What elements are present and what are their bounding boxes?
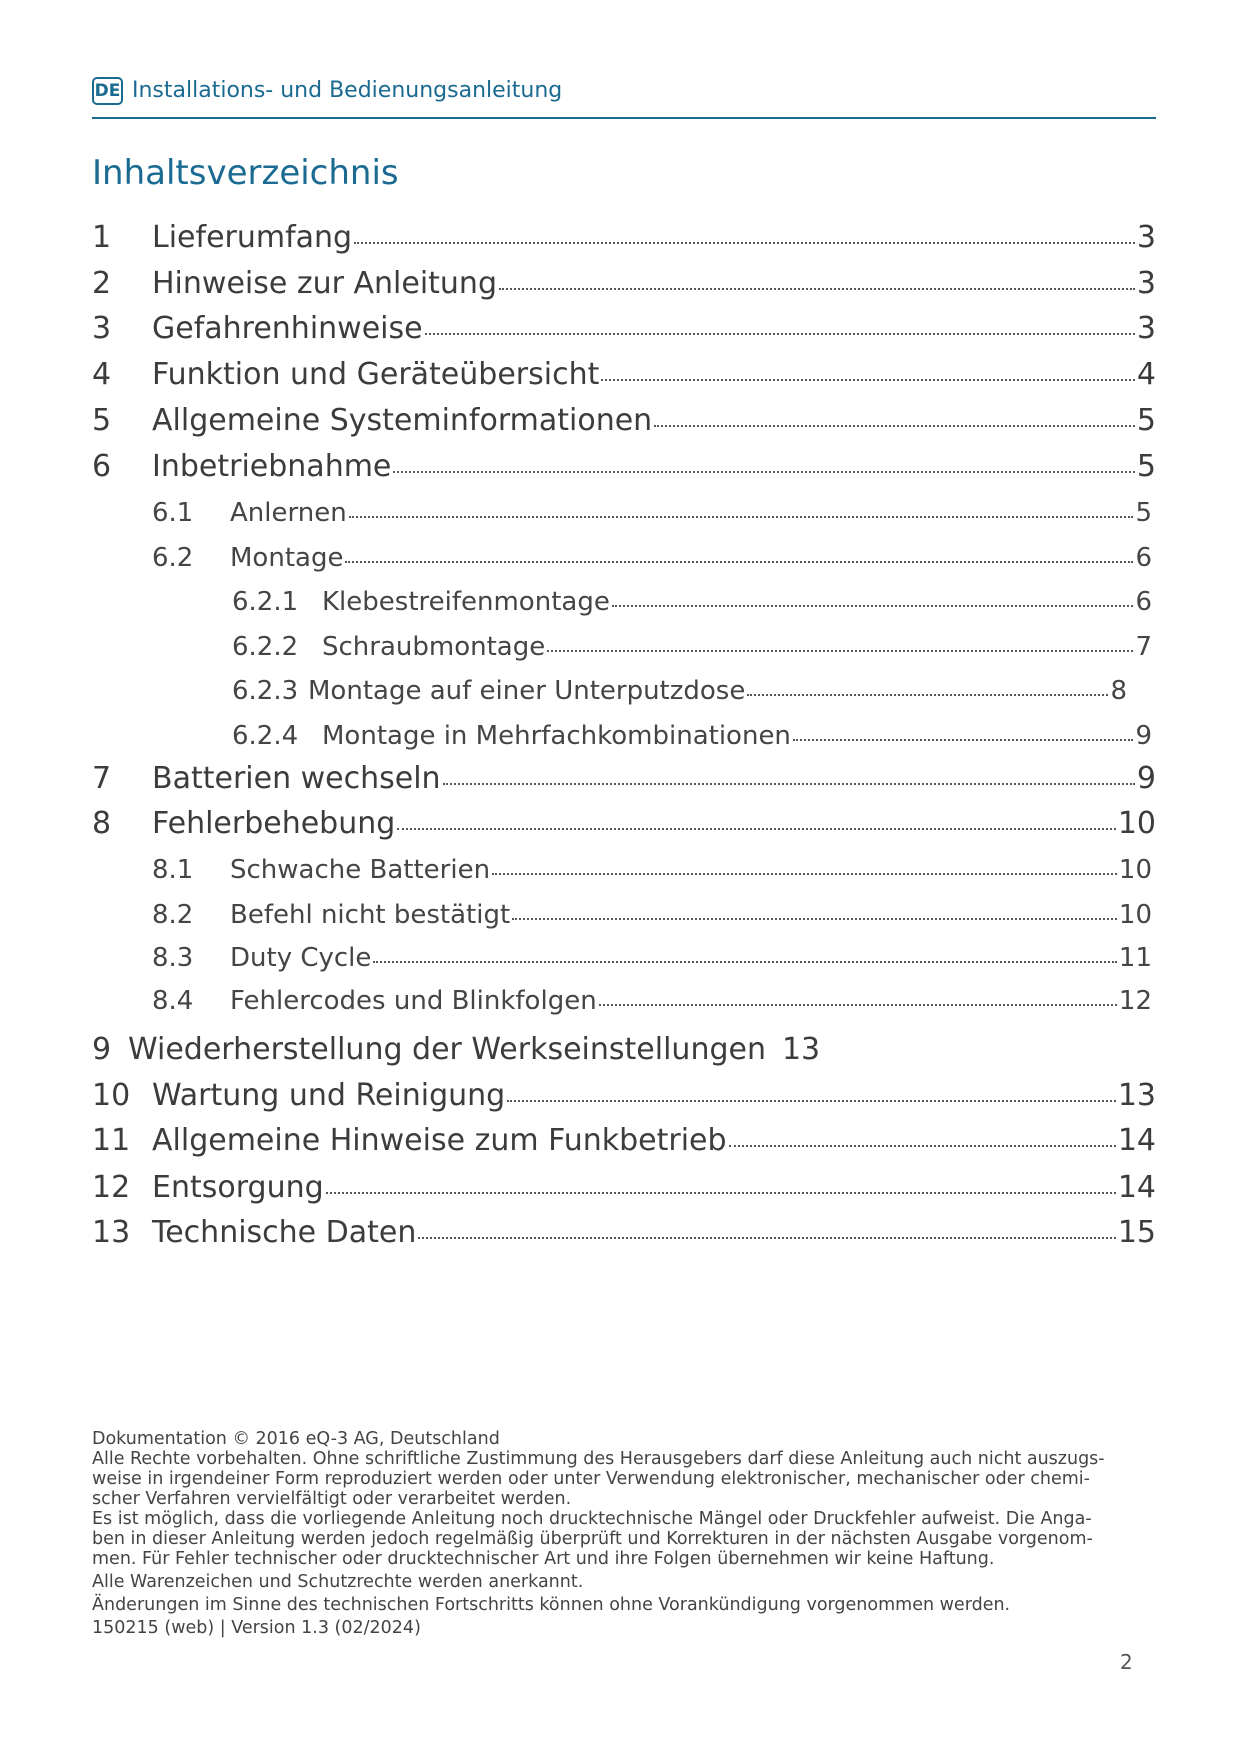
toc-entry-page: 6	[1135, 587, 1152, 617]
toc-entry[interactable]	[232, 629, 1152, 665]
toc-entry-page: 5	[1136, 403, 1156, 438]
toc-entry-number: 1	[92, 220, 112, 255]
toc-entry-page: 6	[1135, 543, 1152, 573]
toc-entry-number: 6.2.4	[232, 721, 299, 751]
toc-entry-number: 4	[92, 357, 112, 392]
toc-entry-title: Hinweise zur Anleitung	[152, 266, 497, 301]
toc-entry-title: Schwache Batterien	[230, 855, 491, 885]
toc-entry[interactable]	[92, 804, 1156, 844]
toc-entry-title: Anlernen	[230, 498, 347, 528]
toc-entry-page: 10	[1118, 855, 1152, 885]
footer-text-line: scher Verfahren vervielfältigt oder verarbeitet werden.	[92, 1489, 572, 1509]
toc-entry-number: 8.4	[152, 986, 194, 1016]
toc-entry[interactable]	[152, 852, 1152, 888]
leader-dots	[425, 333, 1135, 335]
leader-dots	[512, 918, 1117, 920]
toc-entry-title: Gefahrenhinweise	[152, 311, 423, 346]
toc-entry-title: Duty Cycle	[230, 943, 372, 973]
toc-entry-number: 2	[92, 266, 112, 301]
footer-text-line: Alle Warenzeichen und Schutzrechte werden anerkannt.	[92, 1572, 584, 1592]
leader-dots	[418, 1237, 1115, 1239]
leader-dots	[349, 516, 1134, 518]
manual-title: Installations- und Bedienungsanleitung	[132, 78, 563, 103]
leader-dots	[654, 425, 1135, 427]
toc-entry-title: Technische Daten	[152, 1215, 417, 1250]
toc-entry[interactable]	[152, 540, 1152, 576]
toc-entry[interactable]	[92, 1030, 820, 1070]
toc-entry-title: Befehl nicht bestätigt	[230, 900, 511, 930]
footer-text-line: Es ist möglich, dass die vorliegende Anleitung noch drucktechnische Mängel oder Druckfehler aufweist. Die Anga-	[92, 1509, 1092, 1529]
toc-entry[interactable]	[92, 401, 1156, 441]
footer-text-line: weise in irgendeiner Form reproduziert werden oder unter Verwendung elektronischer, mechanischer oder chemi-	[92, 1469, 1090, 1489]
toc-entry-number: 8	[92, 806, 112, 841]
leader-dots	[499, 288, 1135, 290]
toc-entry-number: 8.3	[152, 943, 194, 973]
toc-entry-page: 3	[1136, 266, 1156, 301]
toc-entry-page: 5	[1135, 498, 1152, 528]
toc-entry-title: Montage in Mehrfachkombinationen	[322, 721, 791, 751]
leader-dots	[547, 650, 1133, 652]
toc-entry[interactable]	[92, 1076, 1156, 1116]
toc-entry[interactable]	[92, 218, 1156, 258]
toc-entry-number: 8.1	[152, 855, 194, 885]
toc-entry-page: 8	[1110, 676, 1127, 706]
toc-entry-title: Wiederherstellung der Werkseinstellungen	[128, 1032, 766, 1067]
footer-text-line: Alle Rechte vorbehalten. Ohne schriftliche Zustimmung des Herausgebers darf diese Anleitung auch nicht auszugs-	[92, 1449, 1105, 1469]
toc-entry-page: 7	[1135, 632, 1152, 662]
header-divider	[92, 117, 1156, 119]
toc-entry[interactable]	[92, 1121, 1156, 1161]
leader-dots	[793, 739, 1134, 741]
leader-dots	[373, 961, 1117, 963]
toc-entry-title: Fehlerbehebung	[152, 806, 396, 841]
toc-entry-number: 6.1	[152, 498, 194, 528]
toc-entry[interactable]	[92, 447, 1156, 487]
toc-entry-number: 6.2.3	[232, 676, 299, 706]
leader-dots	[601, 379, 1135, 381]
toc-entry-title: Allgemeine Systeminformationen	[152, 403, 653, 438]
toc-entry-title: Batterien wechseln	[152, 761, 441, 796]
toc-entry-number: 9	[92, 1032, 112, 1067]
toc-entry-number: 12	[92, 1170, 131, 1205]
leader-dots	[354, 242, 1135, 244]
toc-entry-number: 10	[92, 1078, 131, 1113]
toc-entry[interactable]	[152, 983, 1152, 1019]
toc-entry[interactable]	[232, 673, 1127, 709]
toc-entry-title: Schraubmontage	[322, 632, 546, 662]
leader-dots	[443, 783, 1135, 785]
toc-entry-title: Montage	[230, 543, 344, 573]
toc-entry[interactable]	[152, 940, 1152, 976]
toc-entry-title: Allgemeine Hinweise zum Funkbetrieb	[152, 1123, 727, 1158]
leader-dots	[492, 873, 1117, 875]
toc-entry-page: 9	[1135, 721, 1152, 751]
toc-entry-page: 10	[1118, 900, 1152, 930]
leader-dots	[747, 694, 1108, 696]
toc-entry[interactable]	[92, 264, 1156, 304]
toc-entry[interactable]	[152, 897, 1152, 933]
toc-entry[interactable]	[92, 1168, 1156, 1208]
toc-entry-page: 13	[781, 1032, 821, 1067]
toc-entry-number: 6.2	[152, 543, 194, 573]
toc-entry-number: 6	[92, 449, 112, 484]
legal-footer	[92, 1429, 1156, 1638]
toc-entry[interactable]	[232, 584, 1152, 620]
toc-entry-number: 5	[92, 403, 112, 438]
toc-entry-page: 5	[1136, 449, 1156, 484]
toc-entry-page: 3	[1136, 311, 1156, 346]
toc-entry[interactable]	[92, 759, 1156, 799]
toc-entry-number: 8.2	[152, 900, 194, 930]
leader-dots	[345, 561, 1133, 563]
toc-entry[interactable]	[232, 718, 1152, 754]
page-header	[92, 77, 1156, 117]
toc-entry-page: 13	[1117, 1078, 1156, 1113]
leader-dots	[507, 1100, 1116, 1102]
leader-dots	[612, 605, 1134, 607]
toc-heading: Inhaltsverzeichnis	[92, 153, 399, 193]
toc-entry-page: 10	[1117, 806, 1156, 841]
page-number: 2	[1120, 1650, 1133, 1674]
footer-text-line: men. Für Fehler technischer oder drucktechnischer Art und ihre Folgen übernehmen wir keine Haftung.	[92, 1549, 995, 1569]
toc-entry[interactable]	[152, 495, 1152, 531]
toc-entry-page: 9	[1136, 761, 1156, 796]
toc-entry-page: 14	[1117, 1123, 1156, 1158]
version-line: 150215 (web) | Version 1.3 (02/2024)	[92, 1618, 421, 1638]
leader-dots	[397, 828, 1116, 830]
leader-dots	[599, 1004, 1117, 1006]
toc-entry-title: Funktion und Geräteübersicht	[152, 357, 600, 392]
footer-text-line: ben in dieser Anleitung werden jedoch regelmäßig überprüft und Korrekturen in der nächsten Ausgabe vorgenom-	[92, 1529, 1093, 1549]
toc-entry-number: 6.2.2	[232, 632, 299, 662]
toc-entry-title: Entsorgung	[152, 1170, 324, 1205]
toc-entry-number: 7	[92, 761, 112, 796]
language-badge: DE	[92, 77, 123, 105]
footer-text-line: Änderungen im Sinne des technischen Fortschritts können ohne Vorankündigung vorgenommen werden.	[92, 1595, 1011, 1615]
toc-entry-page: 11	[1118, 943, 1152, 973]
toc-entry-number: 6.2.1	[232, 587, 299, 617]
toc-entry-page: 15	[1117, 1215, 1156, 1250]
toc-entry-page: 3	[1136, 220, 1156, 255]
leader-dots	[393, 471, 1135, 473]
toc-entry-number: 13	[92, 1215, 131, 1250]
copyright-line: Dokumentation © 2016 eQ-3 AG, Deutschland	[92, 1429, 500, 1449]
toc-entry-title: Klebestreifenmontage	[322, 587, 610, 617]
toc-entry-title: Lieferumfang	[152, 220, 353, 255]
toc-entry-number: 11	[92, 1123, 131, 1158]
toc-entry[interactable]	[92, 355, 1156, 395]
toc-entry-page: 14	[1117, 1170, 1156, 1205]
toc-entry-number: 3	[92, 311, 112, 346]
toc-entry[interactable]	[92, 1213, 1156, 1253]
toc-entry-title: Montage auf einer Unterputzdose	[308, 676, 746, 706]
toc-entry-title: Inbetriebnahme	[152, 449, 392, 484]
toc-entry-page: 12	[1118, 986, 1152, 1016]
toc-entry-title: Fehlercodes und Blinkfolgen	[230, 986, 597, 1016]
toc-entry-page: 4	[1136, 357, 1156, 392]
leader-dots	[326, 1192, 1116, 1194]
leader-dots	[729, 1145, 1116, 1147]
toc-entry[interactable]	[92, 309, 1156, 349]
toc-entry-title: Wartung und Reinigung	[152, 1078, 506, 1113]
